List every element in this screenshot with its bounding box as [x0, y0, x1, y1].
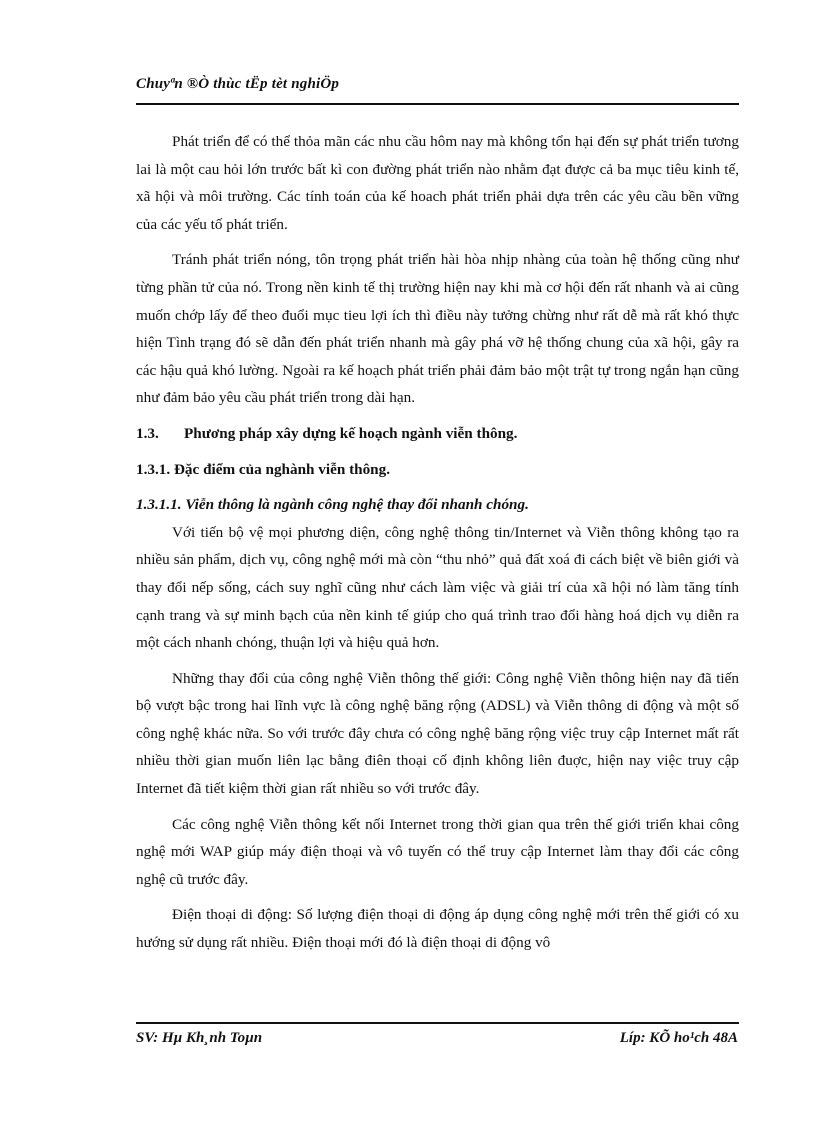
footer-class: Líp: KÕ ho¹ch 48A [619, 1030, 738, 1046]
footer-student: SV: Hµ Kh¸nh Toµn [136, 1030, 263, 1046]
footer-rule [136, 1022, 739, 1024]
section-heading-1-3-1-1: 1.3.1.1. Viễn thông là ngành công nghệ thay đổi nhanh chóng. [136, 496, 529, 514]
header-rule [136, 103, 739, 105]
paragraph: Tránh phát triển nóng, tôn trọng phát triển hài hòa nhịp nhàng của toàn hệ thống cũng như từng phần tử của nó. Trong nền kinh tế thị trường hiện nay khi mà cơ hội đến rất nhanh và ai cũng muốn chớp lấy để theo đuổi mục tieu lợi ích thì điều này tưởng chừng như rất dễ mà rất khó thực hiện Tình trạng đó sẽ dẫn đến phát triển nhanh mà gây phá vỡ hệ thống chung của xã hội, gây ra các hậu quả khó lường. Ngoài ra kế hoạch phát triển phải đảm bảo một trật tự trong ngắn hạn cũng như đảm bảo yêu cầu phát triển trong dài hạn. [136, 251, 739, 407]
paragraph: Điện thoại di động: Số lượng điện thoại di động áp dụng công nghệ mới trên thế giới có xu hướng sử dụng rất nhiều. Điện thoại mới đó là điện thoại di động vô [136, 906, 739, 952]
document-body [136, 128, 739, 965]
paragraph: Các công nghệ Viễn thông kết nối Internet trong thời gian qua trên thế giới triển khai công nghệ mới WAP giúp máy điện thoại và vô tuyến có thể truy cập Internet làm thay đổi các công nghệ cũ trước đây. [136, 815, 739, 888]
paragraph: Những thay đổi của công nghệ Viễn thông thế giới: Công nghệ Viễn thông hiện nay đã tiến bộ vượt bậc trong hai lĩnh vực là công nghệ băng rộng (ADSL) và Viễn thông di động và một số công nghệ khác nữa. So với trước đây chưa có công nghệ băng rộng việc truy cập Internet mất rất nhiều thời gian muốn liên lạc bằng điên thoại cố định không liên đuợc, hiện nay việc truy cập Internet đã tiết kiệm thời gian rất nhiều so với trước đây. [136, 669, 739, 798]
header-title: Chuyªn ®Ò thùc tËp tèt nghiÖp [136, 76, 340, 92]
section-heading-1-3 [136, 420, 739, 448]
section-number: 1.3. [136, 424, 159, 442]
section-title: Phương pháp xây dựng kế hoạch ngành viễn thông. [184, 424, 518, 442]
section-heading-1-3-1: 1.3.1. Đặc điểm của nghành viễn thông. [136, 460, 391, 478]
paragraph: Phát triển để có thể thỏa mãn các nhu cầu hôm nay mà không tổn hại đến sự phát triển tương lai là một cau hỏi lớn trước bất kì con đường phát triển nào nhằm đạt được cả ba mục tiêu kinh tế, xã hội và môi trường. Các tính toán của kế hoach phát triển phải dựa trên các yêu cầu bền vững của các yếu tố phát triển. [136, 133, 739, 233]
paragraph: Với tiến bộ vệ mọi phương diện, công nghệ thông tin/Internet và Viễn thông không tạo ra nhiều sản phẩm, dịch vụ, công nghệ mới mà còn “thu nhỏ” quả đất xoá đi cách biệt về biên giới và thay đổi nếp sống, cách suy nghĩ cũng như cách làm việc và giải trí của xã hội nó làm tăng tính cạnh trang và sự minh bạch của nền kinh tế giúp cho quá trình trao đổi hàng hoá dịch vụ diễn ra một cách nhanh chóng, thuận lợi và hiệu quả hơn. [136, 523, 739, 652]
